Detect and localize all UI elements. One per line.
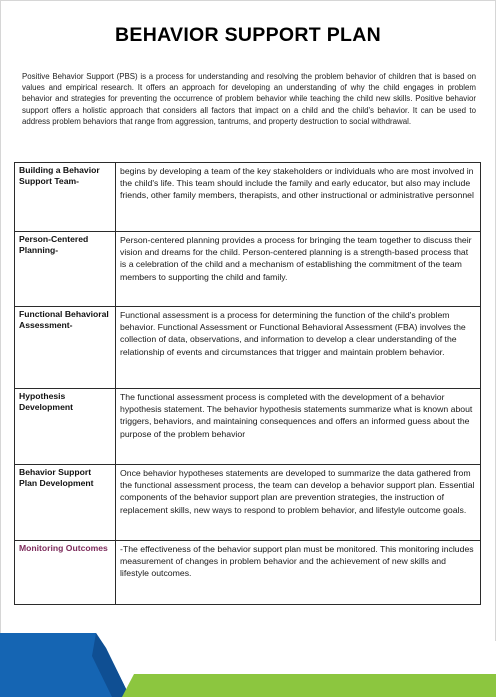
row-description: Person-centered planning provides a process for bringing the team together to discuss their vision and dreams for the child. Person-centered planning is a strength-based process that is a celebration of the child and a mechanism of establishing the commitment of the team members to supporting the child and family. <box>116 232 481 307</box>
plan-table <box>14 162 481 605</box>
row-description: -The effectiveness of the behavior support plan must be monitored. This monitoring includes measurement of changes in problem behavior and the achievement of new skills and lifestyle outcomes. <box>116 541 481 605</box>
row-label: Hypothesis Development <box>15 389 116 465</box>
row-description: Functional assessment is a process for determining the function of the child's problem behavior. Functional Assessment or Functional Behavioral Assessment (FBA) involves the collection of data, observations, and information to develop a clear understanding of the relationship of events and circumstances that trigger and maintain problem behavior. <box>116 307 481 389</box>
intro-paragraph: Positive Behavior Support (PBS) is a process for understanding and resolving the problem behavior of children that is based on values and empirical research. It offers an approach for developing an understanding of why the child engages in problem behavior and strategies for preventing the occurrence of problem behavior while teaching the child new skills. Positive behavior support offers a holistic approach that considers all factors that impact on a child and the child's behavior. It can be used to address problem behaviors that range from aggression, tantrums, and property destruction to social withdrawal. <box>22 72 476 126</box>
row-label-accent: Monitoring Outcomes <box>15 541 116 605</box>
row-description: Once behavior hypotheses statements are developed to summarize the data gathered from the functional assessment process, the team can develop a behavior support plan. Essential components of the behavior support plan are prevention strategies, the instruction of replacement skills, new ways to respond to problem behavior, and lifestyle outcome goals. <box>116 465 481 541</box>
table-row <box>15 307 481 389</box>
row-label: Person-Centered Planning- <box>15 232 116 307</box>
table-row <box>15 541 481 605</box>
table-row <box>15 232 481 307</box>
footer-green-band <box>122 674 496 697</box>
table-row <box>15 465 481 541</box>
row-label: Behavior Support Plan Development <box>15 465 116 541</box>
row-description: begins by developing a team of the key stakeholders or individuals who are most involved in the child's life. This team should include the family and early educator, but also may include friends, other family members, therapists, and other instructional or administrative personnel <box>116 163 481 232</box>
row-description: The functional assessment process is completed with the development of a behavior hypothesis statement. The behavior hypothesis statements summarize what is known about triggers, behaviors, and maintaining consequences and offers an informed guess about the purpose of the problem behavior <box>116 389 481 465</box>
table-row <box>15 163 481 232</box>
footer-decoration <box>0 630 496 697</box>
document-title: BEHAVIOR SUPPORT PLAN <box>115 24 381 46</box>
row-label: Building a Behavior Support Team- <box>15 163 116 232</box>
row-label: Functional Behavioral Assessment- <box>15 307 116 389</box>
table-row <box>15 389 481 465</box>
